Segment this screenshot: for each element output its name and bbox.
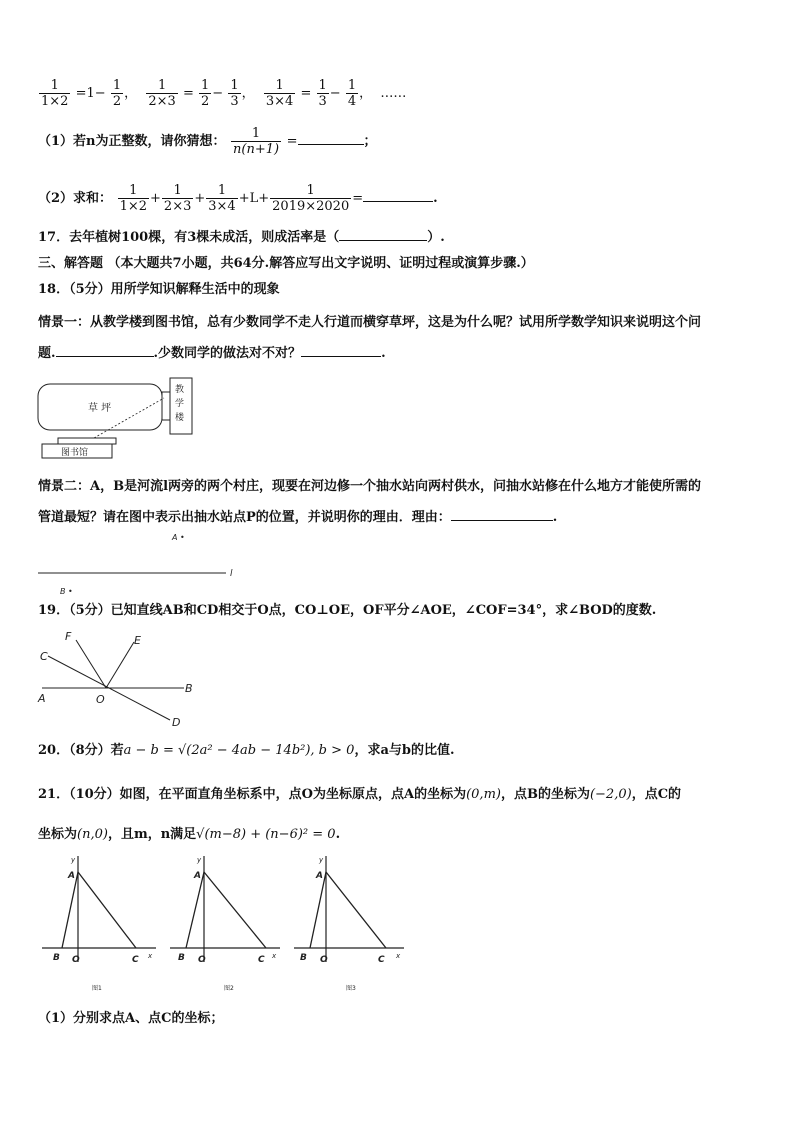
label-d: D <box>172 716 181 729</box>
figure-1 <box>42 856 156 992</box>
fraction: $\frac{1}{2\times 3}$ <box>163 183 192 214</box>
answer-blank[interactable] <box>363 189 433 202</box>
svg-text:C: C <box>378 955 385 965</box>
q18-scenario1-line2: 题. .少数同学的做法对不对？ . <box>38 346 386 361</box>
q17: 17．去年植树100棵，有3棵未成活，则成活率是（ ）. <box>38 230 445 245</box>
q20: 20．（8分）若a − b = √(2a² − 4ab − 14b²), b > 0，求a与b的比值. <box>38 743 455 758</box>
svg-text:y: y <box>71 856 76 864</box>
river-diagram <box>36 528 246 598</box>
q21-part1: （1）分别求点A、点C的坐标； <box>38 1011 224 1026</box>
answer-blank[interactable] <box>298 132 364 145</box>
svg-text:B: B <box>178 953 185 963</box>
q21-line1: 21．（10分）如图，在平面直角坐标系中，点O为坐标原点，点A的坐标为(0,m)，点B的坐标为(−2,0)，点C的 <box>38 787 682 802</box>
campus-diagram <box>36 374 196 462</box>
ray-of <box>76 640 106 688</box>
q18-scenario1-line1: 情景一：从教学楼到图书馆，总有少数同学不走人行道而横穿草坪，这是为什么呢？试用所学数学知识来说明这个问 <box>38 315 702 330</box>
fraction: $\frac{1}{1\times 2}$ <box>41 78 69 109</box>
label-b: B <box>185 682 193 695</box>
q18-scenario2-line2: 管道最短？请在图中表示出抽水站点P的位置，并说明你的理由．理由： . <box>38 510 558 525</box>
svg-text:图3: 图3 <box>346 985 356 992</box>
label-c: C <box>40 650 48 663</box>
figure-3 <box>294 856 404 992</box>
building-label-2: 学 <box>175 399 185 409</box>
lawn-label: 草 坪 <box>88 403 112 414</box>
svg-text:图2: 图2 <box>224 985 234 992</box>
svg-text:O: O <box>72 955 80 965</box>
svg-text:A: A <box>194 871 201 881</box>
intro-line: $\frac{1}{1\times 2}$ =1− $\frac{1}{2}$ ， $\frac{1}{2\times 3}$ = $\frac{1}{2}$ − $\frac{1}{3}$ ， $\frac{1}{3\times 4}$ = $\frac{1}{3}$ − $\frac{1}{4}$ ， …… <box>41 78 407 109</box>
fraction: $\frac{1}{3\times 4}$ <box>208 183 236 214</box>
fraction: $\frac{1}{4}$ <box>347 78 357 109</box>
svg-text:x: x <box>148 952 153 960</box>
fraction: $\frac{1}{2}$ <box>201 78 210 109</box>
svg-text:B: B <box>53 953 60 963</box>
figure-2 <box>170 856 280 992</box>
svg-text:A: A <box>316 871 323 881</box>
svg-text:B: B <box>300 953 307 963</box>
svg-text:A: A <box>68 871 75 881</box>
fraction: $\frac{1}{2019\times 2020}$ <box>272 183 350 214</box>
fraction: $\frac{1}{2\times 3}$ <box>148 78 176 109</box>
label-f: F <box>65 630 72 643</box>
coordinate-figures <box>36 852 416 998</box>
svg-text:y: y <box>319 856 324 864</box>
answer-blank[interactable] <box>339 228 427 241</box>
fraction: $\frac{1}{2}$ <box>112 78 122 109</box>
answer-blank[interactable] <box>451 508 553 521</box>
fraction: $\frac{1}{1\times 2}$ <box>119 183 148 214</box>
label-e: E <box>134 634 141 647</box>
svg-text:O: O <box>320 955 328 965</box>
answer-blank[interactable] <box>301 344 381 357</box>
svg-text:图1: 图1 <box>92 985 102 992</box>
q16-part1: （1）若n为正整数，请你猜想： $\frac{1}{n(n+1)}$ = ； <box>38 126 377 157</box>
svg-text:C: C <box>132 955 139 965</box>
svg-text:x: x <box>272 952 277 960</box>
svg-text:y: y <box>197 856 202 864</box>
ray-oe <box>106 642 134 688</box>
answer-blank[interactable] <box>56 344 154 357</box>
fraction: $\frac{1}{3}$ <box>230 78 239 109</box>
fraction: $\frac{1}{3}$ <box>318 78 327 109</box>
svg-text:C: C <box>258 955 265 965</box>
label-o: O <box>96 693 105 706</box>
q18-scenario2-line1: 情景二：A，B是河流l两旁的两个村庄，现要在河边修一个抽水站向两村供水，问抽水站修在什么地方才能使所需的 <box>38 479 702 494</box>
label-a: A <box>38 692 46 705</box>
building-label-3: 楼 <box>175 413 185 423</box>
river-label: l <box>230 569 233 579</box>
svg-text:x: x <box>396 952 401 960</box>
svg-text:O: O <box>198 955 206 965</box>
village-a: A • <box>172 533 185 542</box>
angle-diagram <box>34 626 204 732</box>
q18-title: 18．（5分）用所学知识解释生活中的现象 <box>38 282 280 297</box>
q19: 19．（5分）已知直线AB和CD相交于O点，CO⊥OE，OF平分∠AOE，∠COF=34°，求∠BOD的度数. <box>38 603 657 618</box>
library-label: 图书馆 <box>61 448 89 458</box>
building-label-1: 教 <box>175 385 185 395</box>
q16-part2: （2）求和： $\frac{1}{1\times 2}$ + $\frac{1}{2\times 3}$ + $\frac{1}{3\times 4}$ +L+ $\frac{1}{2019\times 2020}$ = . <box>38 183 438 214</box>
fraction: $\frac{1}{3\times 4}$ <box>265 78 294 109</box>
fraction: $\frac{1}{n(n+1)}$ <box>233 126 280 157</box>
q21-line2: 坐标为(n,0)，且m，n满足√(m−8) + (n−6)² = 0. <box>38 827 341 842</box>
village-b: B • <box>60 587 73 596</box>
section-heading: 三、解答题 （本大题共7小题，共64分.解答应写出文字说明、证明过程或演算步骤.） <box>38 256 534 271</box>
